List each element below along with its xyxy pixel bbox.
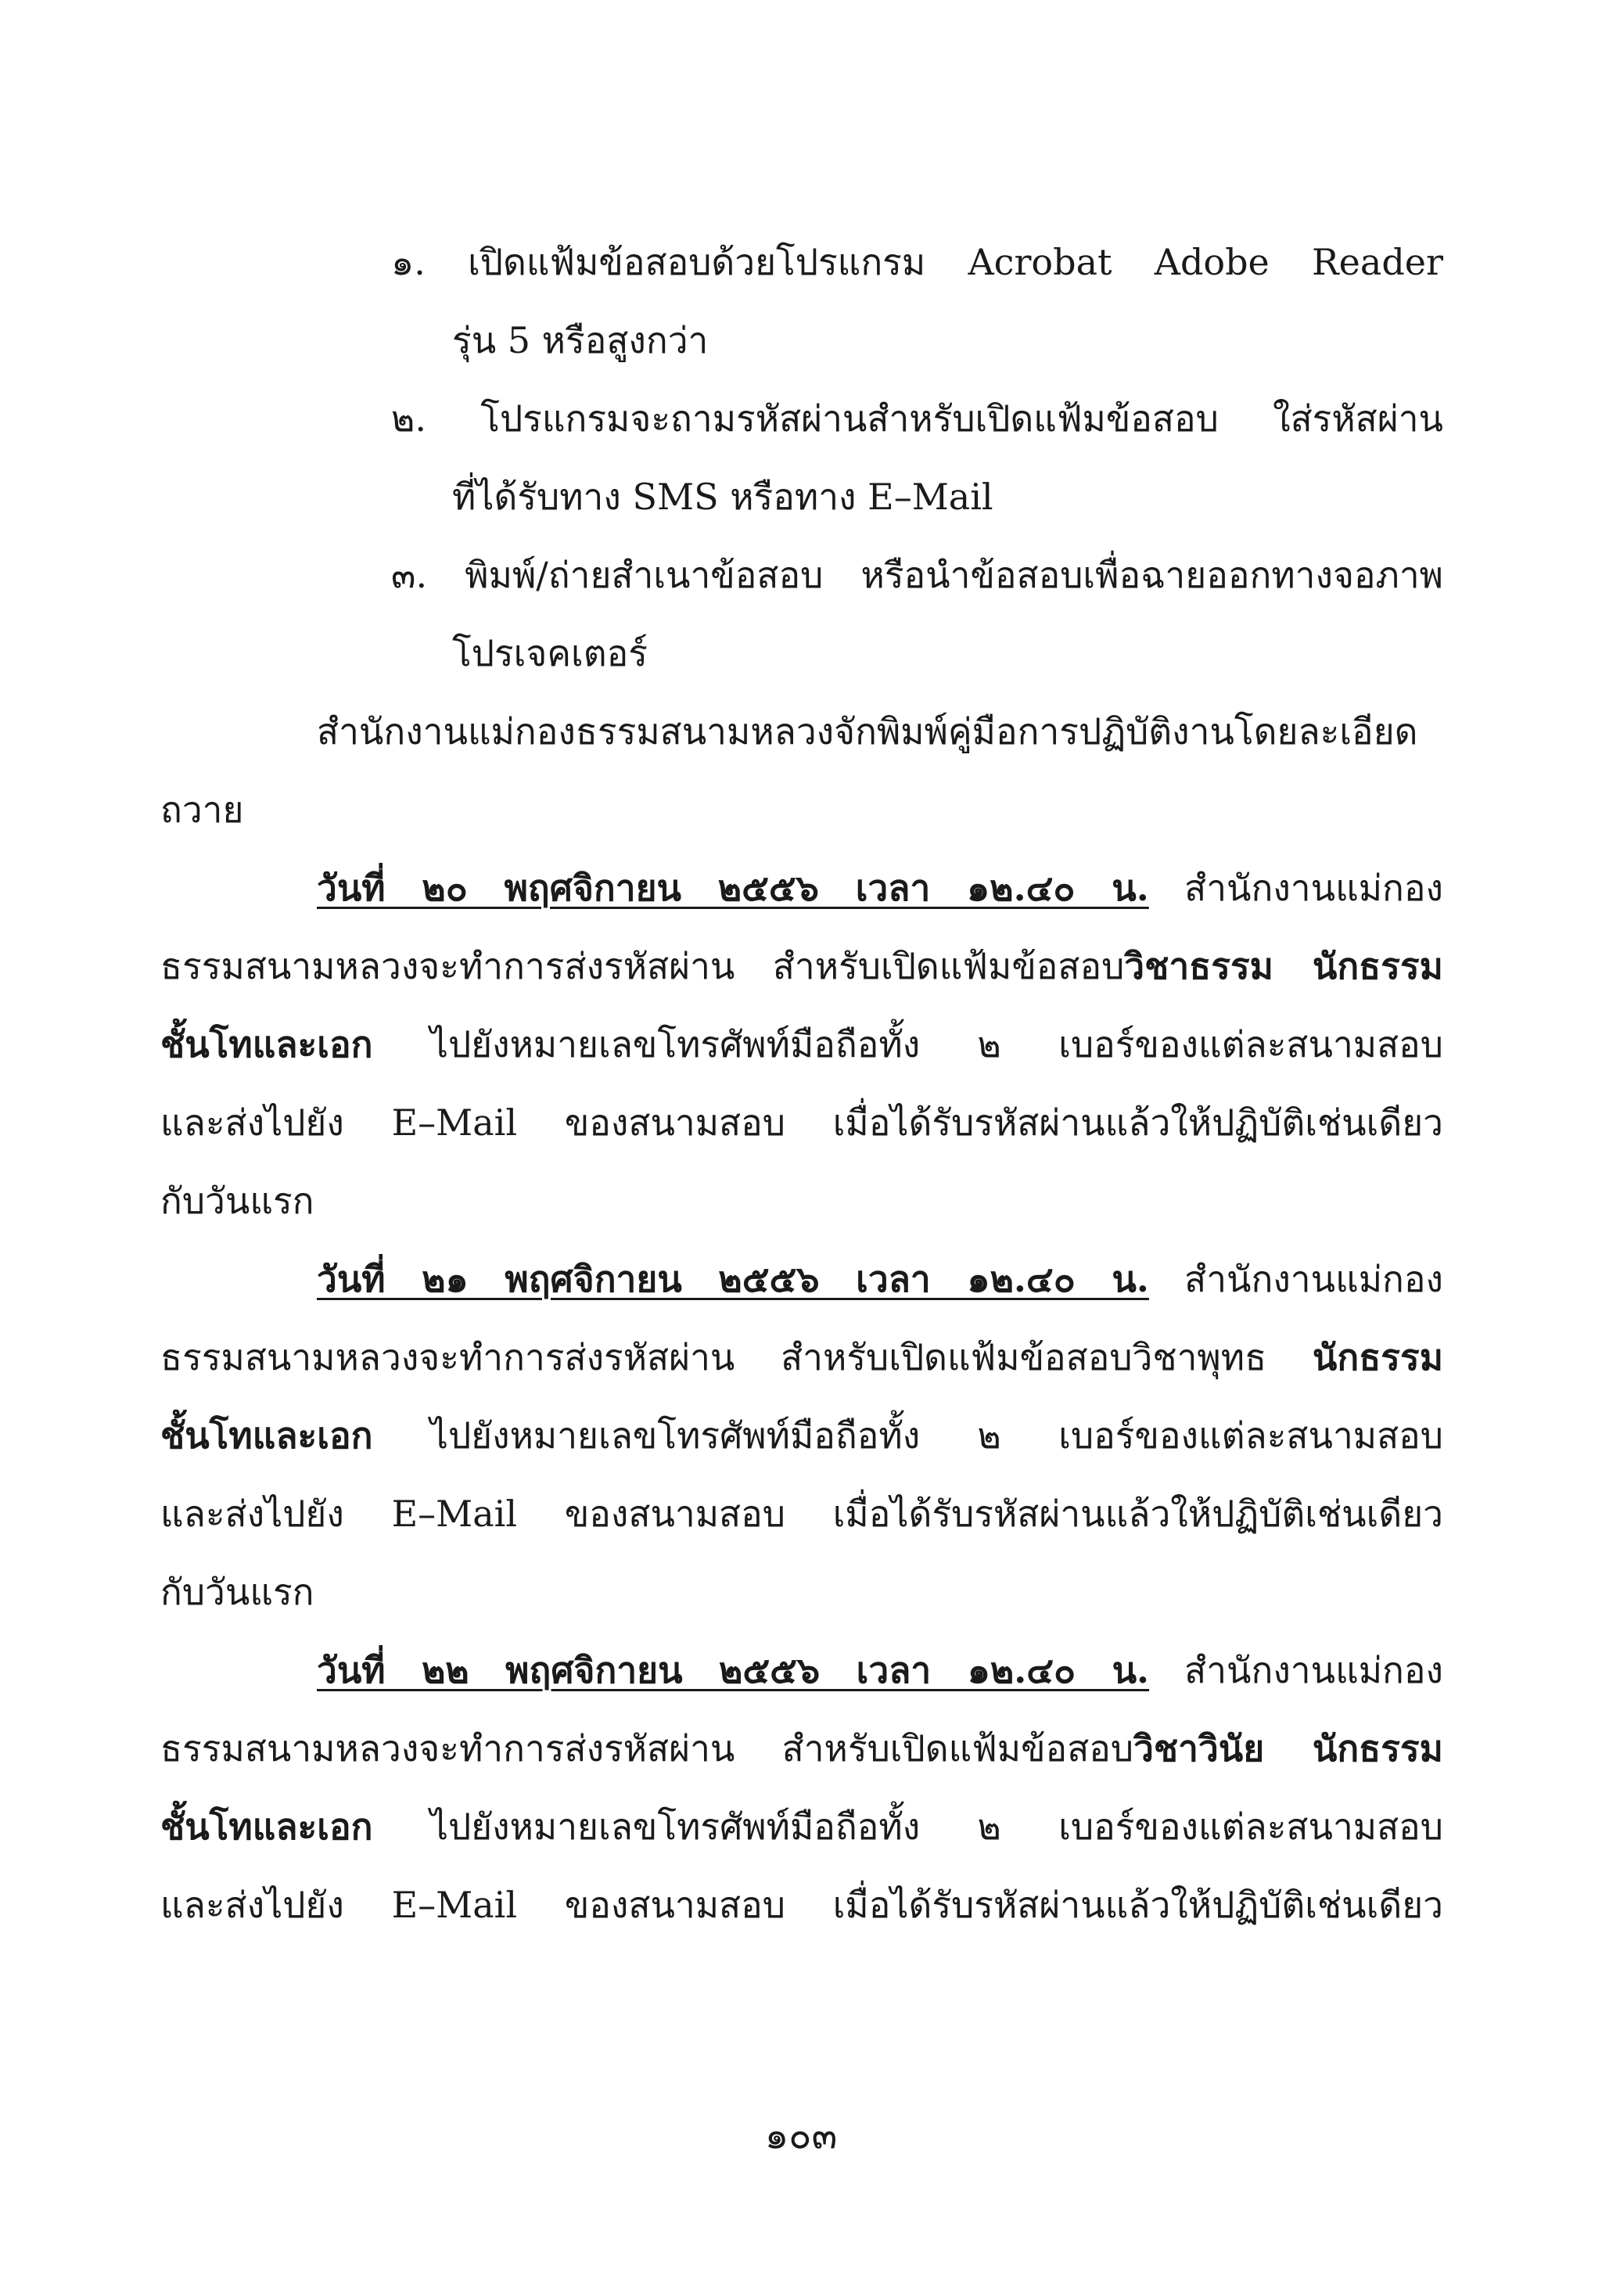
section-3-line-2 xyxy=(160,1725,1443,1772)
section-1-line-2 xyxy=(160,943,1443,990)
section-2-heading-line xyxy=(317,1256,1443,1303)
list-item-1-line-2: รุ่น 5 หรือสูงกว่า xyxy=(452,319,709,361)
section-2-line-2 xyxy=(160,1334,1443,1381)
section-1-line-4 xyxy=(160,1099,1443,1146)
section-3-line-1-tail: สำนักงานแม่กอง xyxy=(1184,1649,1443,1691)
section-3-line-2-bold: วิชาวินัย นักธรรม xyxy=(1133,1727,1443,1770)
section-2-line-5 xyxy=(160,1568,314,1615)
list-item-3-line-1: ๓. พิมพ์/ถ่ายสำเนาข้อสอบ หรือนำข้อสอบเพื่อฉายออกทางจอภาพ xyxy=(391,554,1443,596)
section-1-line-5-text: กับวันแรก xyxy=(160,1180,314,1222)
section-2-line-3 xyxy=(160,1412,1443,1459)
list-item-2-line-2: ที่ได้รับทาง SMS หรือทาง E–Mail xyxy=(452,476,993,518)
intro-line-2: ถวาย xyxy=(160,789,244,831)
list-item-2-continuation xyxy=(452,473,993,520)
section-2-line-2-plain: ธรรมสนามหลวงจะทำการส่งรหัสผ่าน สำหรับเปิดแฟ้มข้อสอบวิชาพุทธ xyxy=(160,1336,1267,1378)
section-1-line-1-tail: สำนักงานแม่กอง xyxy=(1184,867,1443,909)
list-item-3-continuation xyxy=(452,630,648,677)
list-item-1 xyxy=(391,239,1443,286)
section-1-line-2-plain: ธรรมสนามหลวงจะทำการส่งรหัสผ่าน สำหรับเปิดแฟ้มข้อสอบ xyxy=(160,945,1125,987)
section-3-date-heading: วันที่ ๒๒ พฤศจิกายน ๒๕๕๖ เวลา ๑๒.๔๐ น. xyxy=(317,1649,1150,1691)
section-2-date-heading: วันที่ ๒๑ พฤศจิกายน ๒๕๕๖ เวลา ๑๒.๔๐ น. xyxy=(317,1258,1149,1300)
section-1-line-3-bold: ชั้นโทและเอก xyxy=(160,1023,373,1065)
list-item-1-continuation xyxy=(452,317,708,364)
list-item-3-line-2: โปรเจคเตอร์ xyxy=(452,632,648,674)
section-1-line-3-plain: ไปยังหมายเลขโทรศัพท์มือถือทั้ง ๒ เบอร์ของแต่ละสนามสอบ xyxy=(429,1023,1443,1065)
intro-line-1: สำนักงานแม่กองธรรมสนามหลวงจักพิมพ์คู่มือการปฏิบัติงานโดยละเอียด xyxy=(317,710,1418,753)
intro-paragraph xyxy=(317,708,1443,755)
page-number: ๑๐๓ xyxy=(764,2114,838,2158)
section-3-line-3 xyxy=(160,1803,1443,1850)
section-2-line-3-bold: ชั้นโทและเอก xyxy=(160,1414,373,1457)
section-2-line-2-bold: นักธรรม xyxy=(1312,1336,1444,1378)
section-2-line-4 xyxy=(160,1490,1443,1537)
section-1-heading-line xyxy=(317,864,1443,911)
section-2-line-5-text: กับวันแรก xyxy=(160,1571,314,1613)
section-1-date-heading: วันที่ ๒๐ พฤศจิกายน ๒๕๕๖ เวลา ๑๒.๔๐ น. xyxy=(317,867,1149,909)
list-item-2 xyxy=(391,395,1443,442)
section-1-line-3 xyxy=(160,1021,1443,1068)
section-3-line-3-plain: ไปยังหมายเลขโทรศัพท์มือถือทั้ง ๒ เบอร์ของแต่ละสนามสอบ xyxy=(429,1806,1443,1848)
list-item-1-line-1: ๑. เปิดแฟ้มข้อสอบด้วยโปรแกรม Acrobat Adobe Reader xyxy=(391,241,1443,283)
section-2-line-3-plain: ไปยังหมายเลขโทรศัพท์มือถือทั้ง ๒ เบอร์ของแต่ละสนามสอบ xyxy=(429,1414,1443,1457)
section-3-line-4-text: และส่งไปยัง E–Mail ของสนามสอบ เมื่อได้รับรหัสผ่านแล้วให้ปฏิบัติเช่นเดียว xyxy=(160,1884,1443,1926)
section-3-line-2-plain: ธรรมสนามหลวงจะทำการส่งรหัสผ่าน สำหรับเปิดแฟ้มข้อสอบ xyxy=(160,1727,1134,1770)
list-item-2-line-1: ๒. โปรแกรมจะถามรหัสผ่านสำหรับเปิดแฟ้มข้อสอบ ใส่รหัสผ่าน xyxy=(391,397,1443,440)
list-item-3 xyxy=(391,552,1443,598)
section-1-line-4-text: และส่งไปยัง E–Mail ของสนามสอบ เมื่อได้รับรหัสผ่านแล้วให้ปฏิบัติเช่นเดียว xyxy=(160,1101,1443,1144)
section-3-line-3-bold: ชั้นโทและเอก xyxy=(160,1806,373,1848)
intro-continuation xyxy=(160,786,243,833)
section-1-line-2-bold: วิชาธรรม นักธรรม xyxy=(1124,945,1443,987)
section-3-line-4 xyxy=(160,1881,1443,1928)
section-2-line-4-text: และส่งไปยัง E–Mail ของสนามสอบ เมื่อได้รับรหัสผ่านแล้วให้ปฏิบัติเช่นเดียว xyxy=(160,1493,1443,1535)
section-3-heading-line xyxy=(317,1647,1443,1694)
section-1-line-5 xyxy=(160,1177,314,1224)
section-2-line-1-tail: สำนักงานแม่กอง xyxy=(1184,1258,1443,1300)
